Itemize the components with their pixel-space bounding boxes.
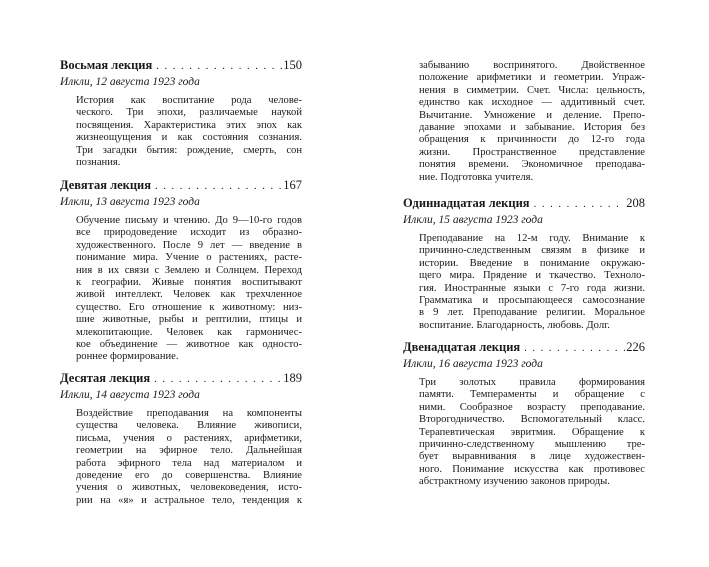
lecture-summary-continued <box>419 60 645 184</box>
toc-entry-lecture-10 <box>60 371 302 507</box>
summary-line: положение арифметики и геометрии. Упраж- <box>419 72 645 84</box>
summary-line: доведение его до совершенства. Влияние <box>76 470 302 482</box>
summary-line: Вычитание. Умножение и деление. Препо- <box>419 109 645 121</box>
toc-heading <box>403 196 645 212</box>
lecture-place-date: Илкли, 15 августа 1923 года <box>403 214 543 226</box>
summary-line: жизнеощущения и как состояния сознания. <box>76 132 302 144</box>
summary-line: Три золотых правила формирования <box>419 377 645 388</box>
lecture-title: Десятая лекция <box>60 371 151 385</box>
summary-line: Обучение письму и чтению. До 9—10-го годов <box>76 215 302 226</box>
summary-line: Три загадки бытия: рождение, смерть, сон <box>76 144 302 156</box>
page-number: 226 <box>626 340 645 354</box>
summary-line: жизни. Пространственное представление <box>419 146 645 158</box>
summary-line: работа эфирного тела над материалом и <box>76 457 302 469</box>
toc-entry-lecture-9 <box>60 178 302 364</box>
leader-dots <box>156 59 282 74</box>
summary-line: ния в их связи с Землею и Солнцем. Переход <box>76 264 302 276</box>
summary-line: причинно-следственному мышлению тре- <box>419 439 645 451</box>
lecture-summary <box>419 233 645 332</box>
page-number: 167 <box>283 178 302 192</box>
summary-line: Второгодничество. Вспомогательный класс. <box>419 414 645 426</box>
summary-line: кое объединение — животное как односто- <box>76 339 302 351</box>
summary-line: млекопитающие. Человек как гармоничес- <box>76 326 302 338</box>
summary-line: забыванию воспринятого. Двойственное <box>419 60 645 71</box>
lecture-place-date: Илкли, 13 августа 1923 года <box>60 196 200 208</box>
summary-line: Преподавание на 12-м году. Внимание к <box>419 233 645 244</box>
toc-heading <box>60 178 302 194</box>
summary-line: посвящения. Характеристика этих эпох как <box>76 119 302 131</box>
leader-dots <box>534 197 626 212</box>
summary-line: живой интеллект. Человек как трехчленное <box>76 289 302 301</box>
summary-line: художественного. После 9 лет — введение в <box>76 239 302 251</box>
summary-line: шие животные, рыбы и рептилии, птицы и <box>76 314 302 326</box>
summary-line: учения о животных, человековедения, исто- <box>76 482 302 494</box>
lecture-summary <box>76 95 302 169</box>
summary-line: абстрактному изучению законов природы. <box>419 476 610 488</box>
summary-line: понимание мира. Учение о растениях, расте- <box>76 252 302 264</box>
summary-line: существо. Его отношение к животному: низ- <box>76 301 302 313</box>
page-number: 189 <box>283 371 302 385</box>
lecture-title: Одиннадцатая лекция <box>403 196 530 210</box>
summary-line: бует выравнивания в лице художествен- <box>419 451 645 463</box>
summary-line: причинно-следственным связям в физике и <box>419 245 645 257</box>
summary-line: письма, учения о растениях, арифметики, <box>76 432 302 444</box>
toc-entry-lecture-12 <box>403 340 645 489</box>
leader-dots <box>154 372 282 387</box>
summary-line: геометрии на эфирное тело. Дальнейшая <box>76 445 302 457</box>
summary-line: давание эпохами и забывание. История без <box>419 122 645 134</box>
toc-heading <box>60 371 302 387</box>
summary-line: ние. Подготовка учителя. <box>419 171 534 183</box>
summary-line: Воздействие преподавания на компоненты <box>76 408 302 419</box>
summary-line: к географии. Живые понятия воспитывают <box>76 277 302 289</box>
toc-entry-lecture-8 <box>60 58 302 169</box>
lecture-summary <box>76 215 302 364</box>
summary-line: понятия времени. Экономичное преподава- <box>419 159 645 171</box>
lecture-title: Восьмая лекция <box>60 58 153 72</box>
leader-dots <box>155 179 282 194</box>
lecture-place-date: Илкли, 16 августа 1923 года <box>403 358 543 370</box>
lecture-place-date: Илкли, 14 августа 1923 года <box>60 389 200 401</box>
lecture-summary <box>76 408 302 507</box>
summary-line: гия. Иностранные языки с 7-го года жизни. <box>419 282 645 294</box>
summary-line: единство как исходное — аддитивный счет. <box>419 97 645 109</box>
leader-dots <box>524 341 625 356</box>
summary-line: Грамматика и просыпающееся самосознание <box>419 295 645 307</box>
lecture-place-date: Илкли, 12 августа 1923 года <box>60 76 200 88</box>
summary-line: существа человека. Влияние живописи, <box>76 420 302 432</box>
summary-line: познания. <box>76 157 121 169</box>
summary-line: Терапевтическая эвритмия. Обращение к <box>419 426 645 438</box>
lecture-summary <box>419 377 645 489</box>
summary-line: все природоведение исходит из образно- <box>76 227 302 239</box>
page-number: 150 <box>283 58 302 72</box>
summary-line: История как воспитание рода челове- <box>76 95 302 106</box>
summary-line: памяти. Темпераменты и обращение с <box>419 389 645 401</box>
lecture-title: Двенадцатая лекция <box>403 340 521 354</box>
summary-line: щего мира. Прядение и ткачество. Техноло- <box>419 270 645 282</box>
lecture-title: Девятая лекция <box>60 178 152 192</box>
summary-line: воспитание. Благодарность, любовь. Долг. <box>419 319 610 331</box>
summary-line: ческого. Три эпохи, различаемые наукой <box>76 107 302 119</box>
toc-heading <box>60 58 302 74</box>
summary-line: нения в симметрии. Счет. Числа: цельность, <box>419 84 645 96</box>
summary-line: обращения к причинности до 12-го года <box>419 134 645 146</box>
toc-entry-lecture-11 <box>403 196 645 332</box>
summary-line: роннее формирование. <box>76 351 179 363</box>
toc-heading <box>403 340 645 356</box>
page-number: 208 <box>626 196 645 210</box>
summary-line: ного. Понимание искусства как противовес <box>419 463 645 475</box>
summary-line: истории. Введение в понимание окружаю- <box>419 257 645 269</box>
summary-line: рии на «я» и астральное тело, тенденция к <box>76 494 302 506</box>
summary-line: в 9 лет. Преподавание религии. Моральное <box>419 307 645 319</box>
summary-line: ними. Сообразное возрасту преподавание. <box>419 401 645 413</box>
